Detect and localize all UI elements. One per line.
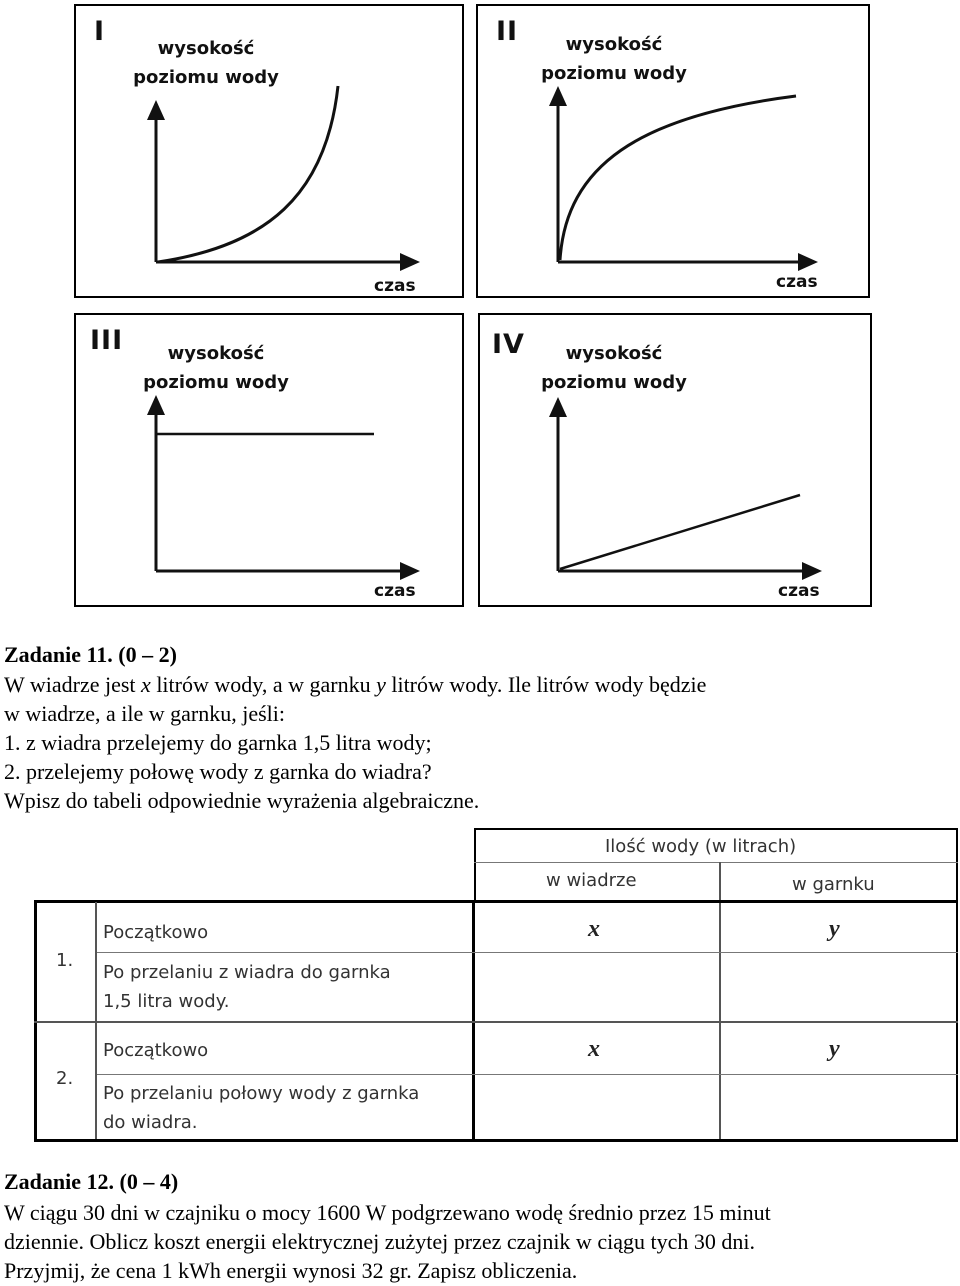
graph-plot <box>76 6 466 300</box>
row-after-label: Po przelaniu z wiadra do garnka 1,5 litra wody. <box>103 962 391 1012</box>
variable-x: x <box>141 672 151 697</box>
row-number: 2. <box>56 1068 74 1089</box>
x-axis-label: czas <box>778 581 820 601</box>
graph-panel-iv <box>478 313 872 607</box>
y-axis-label: wysokość poziomu wody <box>541 343 687 393</box>
cell-bucket-after[interactable] <box>477 955 717 1019</box>
x-axis-arrow <box>400 562 420 580</box>
task-11-line-1: W wiadrze jest x litrów wody, a w garnku y litrów wody. Ile litrów wody będzie <box>4 672 707 697</box>
graph-number: III <box>90 325 124 356</box>
column-header-pot: w garnku <box>792 874 875 895</box>
x-axis-arrow <box>798 253 818 271</box>
task-12-line-1: W ciągu 30 dni w czajniku o mocy 1600 W podgrzewano wodę średnio przez 15 minut <box>4 1200 771 1225</box>
y-axis-arrow <box>147 100 165 120</box>
graph-panel-iii <box>74 313 464 607</box>
task-12-line-2: dziennie. Oblicz koszt energii elektrycznej zużytej przez czajnik w ciągu tych 30 dni. <box>4 1229 755 1254</box>
graph-curve <box>560 96 796 260</box>
y-axis-arrow <box>549 86 567 106</box>
y-axis-arrow <box>549 397 567 417</box>
cell-pot-initial: y <box>829 916 840 942</box>
graph-panel-i <box>74 4 464 298</box>
task-11-heading: Zadanie 11. (0 – 2) <box>4 642 177 667</box>
cell-pot-after[interactable] <box>723 1077 954 1137</box>
graph-panel-ii <box>476 4 870 298</box>
cell-bucket-after[interactable] <box>477 1077 717 1137</box>
table-header-title: Ilość wody (w litrach) <box>605 836 797 857</box>
graph-plot <box>480 315 874 609</box>
graph-plot <box>478 6 872 300</box>
graph-number: IV <box>492 329 525 360</box>
variable-y: y <box>376 672 386 697</box>
cell-pot-initial: y <box>829 1036 840 1062</box>
y-axis-arrow <box>147 395 165 415</box>
cell-bucket-initial: x <box>588 1036 600 1062</box>
task-11-text <box>4 670 706 815</box>
row-initial-label: Początkowo <box>103 922 209 943</box>
graph-line <box>560 495 800 569</box>
x-axis-arrow <box>400 253 420 271</box>
row-initial-label: Początkowo <box>103 1040 209 1061</box>
y-axis-label: wysokość poziomu wody <box>541 34 687 84</box>
graph-curve <box>158 86 338 262</box>
graph-plot <box>76 315 466 609</box>
task-12-text <box>4 1198 771 1285</box>
task-11-line-4: 2. przelejemy połowę wody z garnka do wiadra? <box>4 759 432 784</box>
x-axis-arrow <box>802 562 822 580</box>
graph-number: I <box>94 16 106 47</box>
x-axis-label: czas <box>776 272 818 292</box>
task-12-heading: Zadanie 12. (0 – 4) <box>4 1169 179 1194</box>
task-11-line-5: Wpisz do tabeli odpowiednie wyrażenia algebraiczne. <box>4 788 480 813</box>
task-11-line-2: w wiadrze, a ile w garnku, jeśli: <box>4 701 286 726</box>
column-header-bucket: w wiadrze <box>546 870 637 891</box>
cell-bucket-initial: x <box>588 916 600 942</box>
x-axis-label: czas <box>374 581 416 601</box>
cell-pot-after[interactable] <box>723 955 954 1019</box>
row-number: 1. <box>56 950 74 971</box>
y-axis-label: wysokość poziomu wody <box>143 343 289 393</box>
task-11-line-3: 1. z wiadra przelejemy do garnka 1,5 litra wody; <box>4 730 432 755</box>
task-12-line-3: Przyjmij, że cena 1 kWh energii wynosi 32 gr. Zapisz obliczenia. <box>4 1258 578 1283</box>
y-axis-label: wysokość poziomu wody <box>133 38 279 88</box>
graph-number: II <box>496 16 519 47</box>
row-after-label: Po przelaniu połowy wody z garnka do wiadra. <box>103 1083 420 1133</box>
x-axis-label: czas <box>374 276 416 296</box>
